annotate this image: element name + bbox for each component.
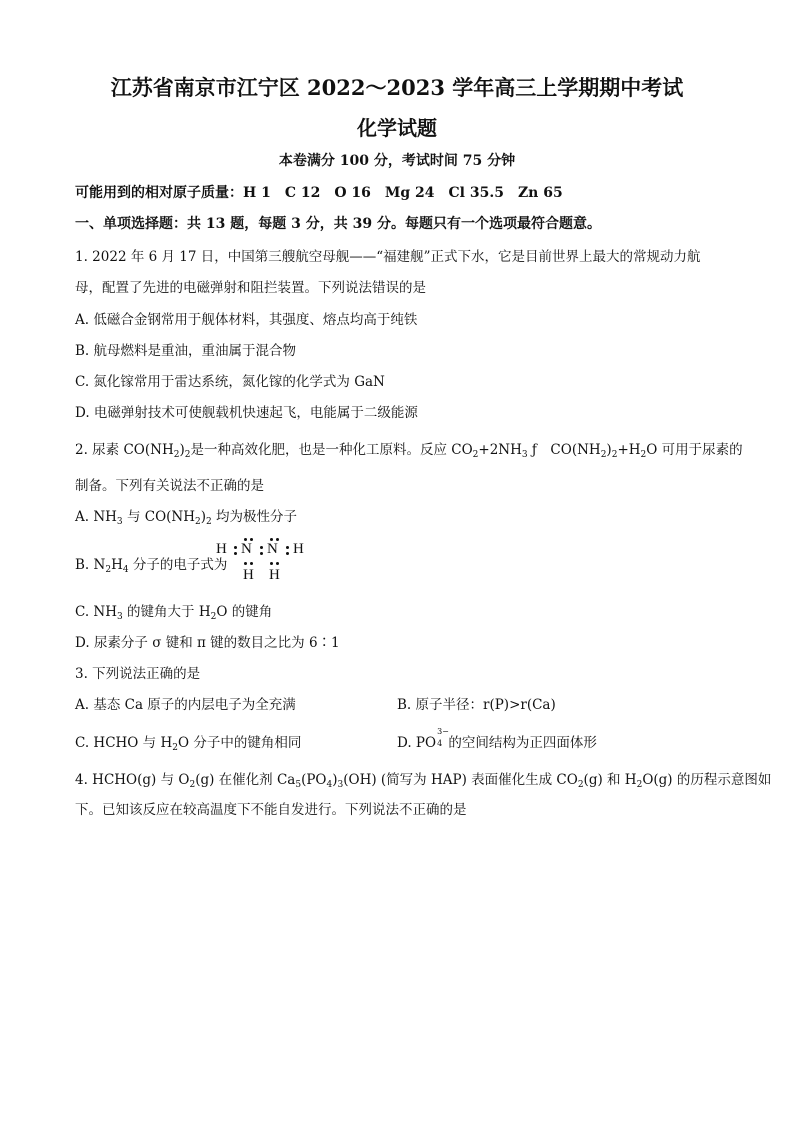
q1-option-b: B. 航母燃料是重油，重油属于混合物 [75, 343, 297, 359]
lewis-n-left: N [241, 541, 252, 557]
lewis-n-right: N [267, 541, 278, 557]
electron-dot [260, 552, 263, 555]
electron-dot [244, 562, 247, 565]
q3-option-d: D. PO 3− 4 的空间结构为正四面体形 [397, 727, 597, 751]
q4-stem-line2: 下。已知该反应在较高温度下不能自发进行。下列说法不正确的是 [75, 802, 467, 818]
electron-dot [234, 546, 237, 549]
q1-option-c: C. 氮化镓常用于雷达系统，氮化镓的化学式为 GaN [75, 374, 385, 390]
electron-dot [244, 538, 247, 541]
electron-dot [270, 538, 273, 541]
lewis-h-right: H [293, 541, 304, 557]
lewis-h-left: H [216, 541, 227, 557]
q3-option-c: C. HCHO 与 $H_2O$ 分子中的键角相同 [75, 735, 302, 753]
q2-option-c: C. $NH_3$ 的键角大于 $H_2O$ 的键角 [75, 604, 273, 622]
q2-stem-line1: 2. 尿素 $CO(NH_2)_2$是一种高效化肥，也是一种化工原料。反应 $CO_2+2NH_3$ ƒ $CO(NH_2)_2+H_2O$ 可用于尿素的 [75, 442, 743, 460]
exam-info: 本卷满分 100 分，考试时间 75 分钟 [278, 153, 516, 169]
q2-option-b: B. $N_2H_4$ 分子的电子式为 [75, 557, 228, 575]
section1-heading: 一、单项选择题：共 13 题，每题 3 分，共 39 分。每题只有一个选项最符合题意。 [75, 216, 601, 232]
phosphate-ion-notation: 3− 4 [437, 727, 449, 748]
electron-dot [286, 552, 289, 555]
electron-dot [276, 538, 279, 541]
q4-stem-line1: 4. HCHO(g) 与 $O_2(g)$ 在催化剂 $Ca_5(PO_4)_3(OH)$ (简写为 HAP) 表面催化生成 $CO_2(g)$ 和 $H_2O(g)$ 的历程示意图如 [75, 772, 772, 790]
q3-option-b: B. 原子半径：r(P)>r(Ca) [397, 697, 556, 713]
q1-option-a: A. 低磁合金钢常用于舰体材料，其强度、熔点均高于纯铁 [75, 312, 418, 328]
electron-dot [234, 552, 237, 555]
electron-dot [260, 546, 263, 549]
electron-dot [276, 562, 279, 565]
q1-stem-line1: 1. 2022 年 6 月 17 日，中国第三艘航空母舰——“福建舰”正式下水，它是目前世界上最大的常规动力航 [75, 249, 701, 265]
exam-title: 江苏省南京市江宁区 2022～2023 学年高三上学期期中考试 [110, 75, 684, 100]
q2-option-d: D. 尿素分子 σ 键和 π 键的数目之比为 6∶1 [75, 635, 340, 651]
electron-dot [270, 562, 273, 565]
atomic-masses: 可能用到的相对原子质量：H 1 C 12 O 16 Mg 24 Cl 35.5 Zn 65 [75, 185, 563, 201]
lewis-h-bottom-left: H [243, 567, 254, 583]
q2-option-a: A. $NH_3$ 与 $CO(NH_2)_2$ 均为极性分子 [75, 509, 298, 527]
lewis-h-bottom-right: H [269, 567, 280, 583]
electron-dot [250, 538, 253, 541]
q2-stem-line2: 制备。下列有关说法不正确的是 [75, 478, 264, 494]
electron-dot [250, 562, 253, 565]
n2h4-electron-formula [216, 538, 326, 586]
electron-dot [286, 546, 289, 549]
q1-stem-line2: 母，配置了先进的电磁弹射和阻拦装置。下列说法错误的是 [75, 280, 426, 296]
subject-title: 化学试题 [357, 116, 437, 140]
q1-option-d: D. 电磁弹射技术可使舰载机快速起飞，电能属于二级能源 [75, 405, 418, 421]
q3-stem: 3. 下列说法正确的是 [75, 666, 201, 682]
q3-option-a: A. 基态 Ca 原子的内层电子为全充满 [75, 697, 296, 713]
